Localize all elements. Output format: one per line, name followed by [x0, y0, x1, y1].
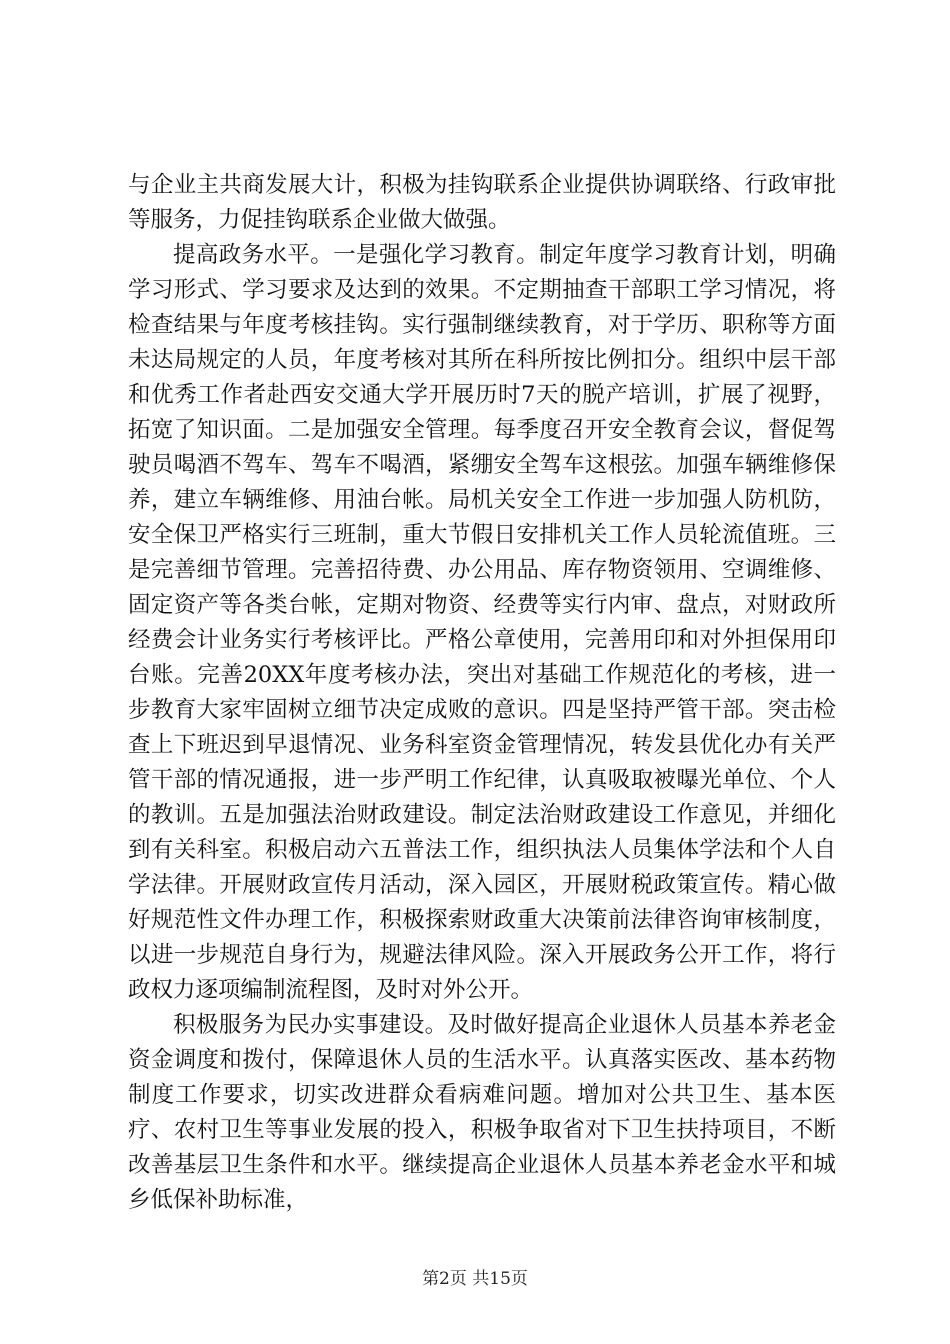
paragraph-public-service: 积极服务为民办实事建设。及时做好提高企业退休人员基本养老金资金调度和拨付，保障退休人员的生活水平。认真落实医改、基本药物制度工作要求，切实改进群众看病难问题。增加对公共卫生、基本医疗、农村卫生等事业发展的投入，积极争取省对下卫生扶持项目，不断改善基层卫生条件和水平。继续提高企业退休人员基本养老金水平和城乡低保补助标准，: [128, 1012, 836, 1213]
page-number-footer: 第2页 共15页: [422, 1269, 528, 1289]
paragraph-continuation: 与企业主共商发展大计，积极为挂钩联系企业提供协调联络、行政审批等服务，力促挂钩联系企业做大做强。: [128, 172, 836, 233]
document-body: [128, 168, 836, 1218]
paragraph-government-affairs: 提高政务水平。一是强化学习教育。制定年度学习教育计划，明确学习形式、学习要求及达到的效果。不定期抽查干部职工学习情况，将检查结果与年度考核挂钩。实行强制继续教育，对于学历、职称等方面未达局规定的人员，年度考核对其所在科所按比例扣分。组织中层干部和优秀工作者赴西安交通大学开展历时7天的脱产培训，扩展了视野，拓宽了知识面。二是加强安全管理。每季度召开安全教育会议，督促驾驶员喝酒不驾车、驾车不喝酒，紧绷安全驾车这根弦。加强车辆维修保养，建立车辆维修、用油台帐。局机关安全工作进一步加强人防机防，安全保卫严格实行三班制，重大节假日安排机关工作人员轮流值班。三是完善细节管理。完善招待费、办公用品、库存物资领用、空调维修、固定资产等各类台帐，定期对物资、经费等实行内审、盘点，对财政所经费会计业务实行考核评比。严格公章使用，完善用印和对外担保用印台账。完善20XX年度考核办法，突出对基础工作规范化的考核，进一步教育大家牢固树立细节决定成败的意识。四是坚持严管干部。突击检查上下班迟到早退情况、业务科室资金管理情况，转发县优化办有关严管干部的情况通报，进一步严明工作纪律，认真吸取被曝光单位、个人的教训。五是加强法治财政建设。制定法治财政建设工作意见，并细化到有关科室。积极启动六五普法工作，组织执法人员集体学法和个人自学法律。开展财政宣传月活动，深入园区，开展财税政策宣传。精心做好规范性文件办理工作，积极探索财政重大决策前法律咨询审核制度，以进一步规范自身行为，规避法律风险。深入开展政务公开工作，将行政权力逐项编制流程图，及时对外公开。: [128, 242, 836, 1003]
